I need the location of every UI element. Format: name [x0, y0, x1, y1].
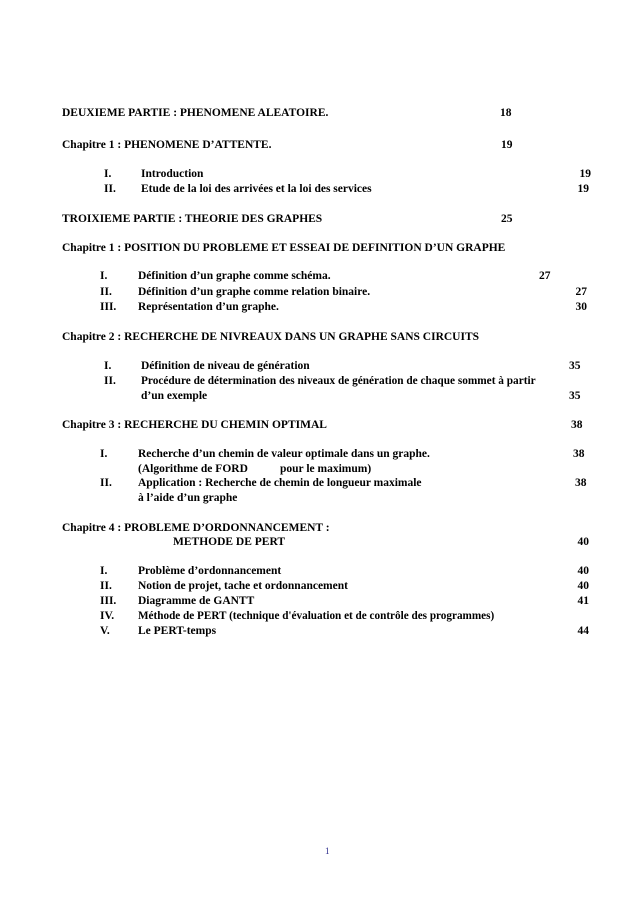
ch3-item1-page: 38 — [573, 448, 585, 460]
ch4-item5-roman: V. — [100, 625, 110, 637]
ch3-item2-page: 38 — [575, 477, 587, 489]
ch4-subtitle: METHODE DE PERT — [173, 536, 286, 548]
ch4-item1-page: 40 — [577, 565, 589, 577]
ch1-item2-page: 19 — [577, 183, 589, 195]
ch1-page: 19 — [501, 139, 513, 151]
ch2-item2-roman: II. — [104, 375, 116, 387]
ch4-item2-page: 40 — [577, 580, 589, 592]
ch1-title: Chapitre 1 : PHENOMENE D’ATTENTE. — [62, 139, 272, 151]
ch3-page: 38 — [571, 419, 583, 431]
ch1b-item3-roman: III. — [100, 301, 117, 313]
ch2-item2-label-cont: d’un exemple — [141, 390, 208, 402]
ch1b-item2-label: Définition d’un graphe comme relation binaire. — [138, 286, 371, 298]
ch3-item1-label: Recherche d’un chemin de valeur optimale dans un graphe. — [138, 448, 430, 460]
ch4-title: Chapitre 4 : PROBLEME D’ORDONNANCEMENT : — [62, 522, 330, 534]
ch3-item1-label-cont-b: pour le maximum) — [280, 463, 372, 475]
part2-title: DEUXIEME PARTIE : PHENOMENE ALEATOIRE. — [62, 107, 329, 119]
ch2-item1-label: Définition de niveau de génération — [141, 360, 310, 372]
ch2-item2-label: Procédure de détermination des niveaux de génération de chaque sommet à partir — [141, 375, 536, 387]
ch4-item2-label: Notion de projet, tache et ordonnancement — [138, 580, 348, 592]
ch1b-item3-page: 30 — [575, 301, 587, 313]
ch2-item1-roman: I. — [104, 360, 112, 372]
ch3-item2-roman: II. — [100, 477, 112, 489]
part3-page: 25 — [501, 213, 513, 225]
ch1-item1-label: Introduction — [141, 168, 204, 180]
ch1b-item2-page: 27 — [575, 286, 587, 298]
ch4-item4-label: Méthode de PERT (technique d'évaluation et de contrôle des programmes) — [138, 610, 495, 622]
ch4-page: 40 — [577, 536, 589, 548]
ch1-item2-roman: II. — [104, 183, 116, 195]
ch3-item1-label-cont-a: (Algorithme de FORD — [138, 463, 248, 475]
ch1b-item3-label: Représentation d’un graphe. — [138, 301, 279, 313]
ch1-item1-page: 19 — [579, 168, 591, 180]
part2-page: 18 — [500, 107, 512, 119]
ch1b-item1-roman: I. — [100, 270, 108, 282]
ch4-item3-roman: III. — [100, 595, 117, 607]
part3-title: TROIXIEME PARTIE : THEORIE DES GRAPHES — [62, 213, 323, 225]
ch1b-item1-label: Définition d’un graphe comme schéma. — [138, 270, 331, 282]
ch4-item1-label: Problème d’ordonnancement — [138, 565, 282, 577]
ch4-item3-label: Diagramme de GANTT — [138, 595, 255, 607]
ch4-item1-roman: I. — [100, 565, 108, 577]
ch1b-title: Chapitre 1 : POSITION DU PROBLEME ET ESSEAI DE DEFINITION D’UN GRAPHE — [62, 242, 506, 254]
ch4-item5-label: Le PERT-temps — [138, 625, 217, 637]
ch1-item1-roman: I. — [104, 168, 112, 180]
ch2-item1-page: 35 — [569, 360, 581, 372]
ch3-item2-label-cont: à l’aide d’un graphe — [138, 492, 238, 504]
ch1b-item1-page: 27 — [539, 270, 551, 282]
ch4-item2-roman: II. — [100, 580, 112, 592]
ch3-title: Chapitre 3 : RECHERCHE DU CHEMIN OPTIMAL — [62, 419, 327, 431]
ch2-item2-page: 35 — [569, 390, 581, 402]
ch2-title: Chapitre 2 : RECHERCHE DE NIVREAUX DANS UN GRAPHE SANS CIRCUITS — [62, 331, 480, 343]
ch3-item2-label: Application : Recherche de chemin de longueur maximale — [138, 477, 422, 489]
footer-page-number: 1 — [325, 846, 330, 856]
ch3-item1-roman: I. — [100, 448, 108, 460]
ch1b-item2-roman: II. — [100, 286, 112, 298]
ch4-item4-roman: IV. — [100, 610, 115, 622]
ch1-item2-label: Etude de la loi des arrivées et la loi des services — [141, 183, 372, 195]
ch4-item3-page: 41 — [577, 595, 589, 607]
ch4-item5-page: 44 — [577, 625, 589, 637]
